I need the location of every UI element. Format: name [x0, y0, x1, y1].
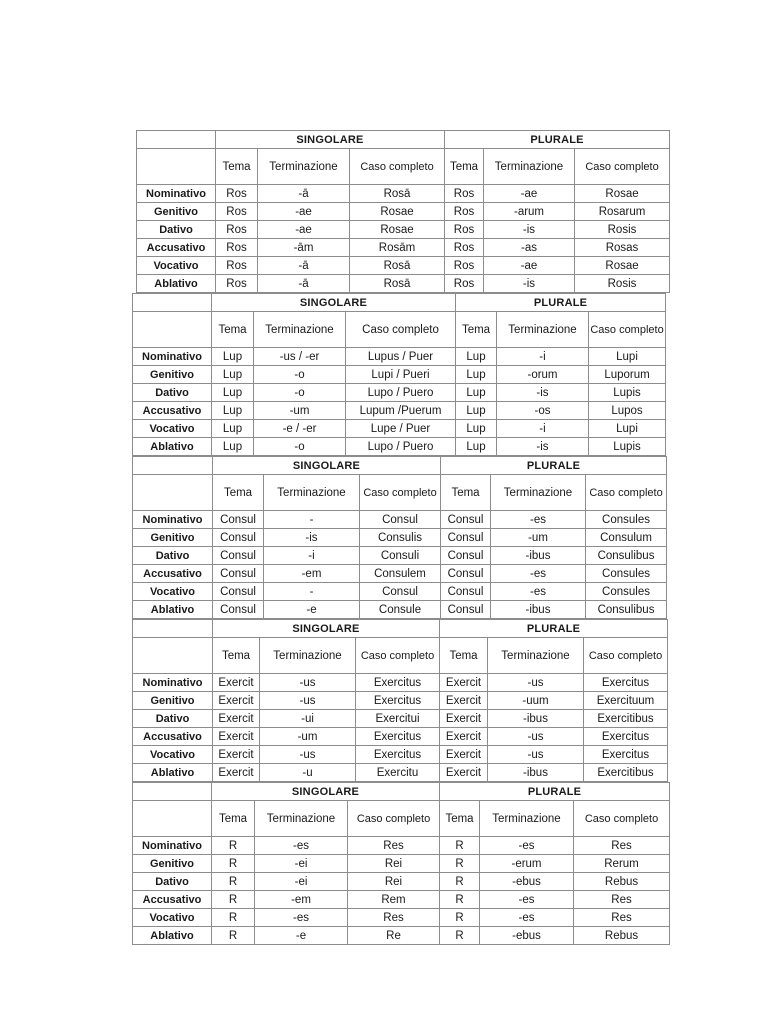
cell: Rosis	[575, 221, 670, 239]
cell: R	[440, 873, 480, 891]
cell: Exercit	[213, 710, 260, 728]
case-label: Nominativo	[133, 348, 212, 366]
cell: -ae	[484, 185, 575, 203]
cell: -us / -er	[254, 348, 346, 366]
cell: Lup	[456, 420, 497, 438]
cell: Ros	[216, 203, 258, 221]
cell: -es	[480, 909, 574, 927]
table-row	[133, 438, 666, 456]
cell: Consul	[441, 565, 491, 583]
table-row	[137, 275, 670, 293]
cell: -ae	[258, 203, 350, 221]
cell: -e / -er	[254, 420, 346, 438]
cell: -us	[260, 674, 356, 692]
cell: Consul	[213, 601, 264, 619]
table-row	[133, 855, 670, 873]
cell: Exercitus	[584, 746, 668, 764]
cell: -ā	[258, 185, 350, 203]
col-header-caso-completo: Caso completo	[575, 149, 670, 185]
table-row	[133, 565, 667, 583]
case-label: Nominativo	[133, 511, 213, 529]
col-header-terminazione: Terminazione	[260, 638, 356, 674]
case-label: Vocativo	[133, 583, 213, 601]
cell: -us	[488, 728, 584, 746]
col-header-tema: Tema	[441, 475, 491, 511]
col-header-tema: Tema	[213, 638, 260, 674]
corner-cell	[133, 620, 213, 638]
declension-table-consul	[132, 456, 667, 619]
cell: Consul	[360, 583, 441, 601]
table-row	[137, 239, 670, 257]
cell: Res	[574, 837, 670, 855]
cell: Exercitus	[356, 674, 440, 692]
cell: -	[264, 583, 360, 601]
cell: Consul	[213, 511, 264, 529]
col-header-caso-completo: Caso completo	[574, 801, 670, 837]
case-label: Vocativo	[133, 420, 212, 438]
cell: Exercit	[440, 692, 488, 710]
cell: Lupi / Pueri	[346, 366, 456, 384]
cell: Consul	[441, 529, 491, 547]
cell: Exercit	[440, 746, 488, 764]
cell: Consules	[586, 565, 667, 583]
cell: Rerum	[574, 855, 670, 873]
case-label: Dativo	[133, 384, 212, 402]
cell: Consul	[441, 583, 491, 601]
cell: -e	[255, 927, 348, 945]
cell: Rosā	[350, 275, 445, 293]
case-label: Nominativo	[137, 185, 216, 203]
table-row	[133, 873, 670, 891]
group-header-singolare: SINGOLARE	[216, 131, 445, 149]
cell: -as	[484, 239, 575, 257]
case-label: Genitivo	[133, 855, 212, 873]
cell: Rosae	[575, 257, 670, 275]
cell: -ām	[258, 239, 350, 257]
corner-cell	[137, 131, 216, 149]
cell: Luporum	[589, 366, 666, 384]
cell: -ā	[258, 275, 350, 293]
cell: Ros	[216, 185, 258, 203]
cell: -ā	[258, 257, 350, 275]
case-label: Accusativo	[133, 891, 212, 909]
table-row	[133, 601, 667, 619]
case-label: Vocativo	[137, 257, 216, 275]
table-row	[133, 366, 666, 384]
case-label: Vocativo	[133, 746, 213, 764]
col-header-terminazione: Terminazione	[484, 149, 575, 185]
cell: Rosām	[350, 239, 445, 257]
col-header-caso-completo: Caso completo	[589, 312, 666, 348]
cell: Exercitus	[356, 728, 440, 746]
cell: Ros	[216, 275, 258, 293]
case-label: Genitivo	[133, 692, 213, 710]
cell: -em	[264, 565, 360, 583]
group-header-plurale: PLURALE	[456, 294, 666, 312]
table-row	[133, 420, 666, 438]
declension-table-res	[132, 782, 670, 945]
cell: -is	[484, 275, 575, 293]
cell: -us	[260, 746, 356, 764]
case-label: Ablativo	[137, 275, 216, 293]
table-row	[133, 692, 668, 710]
table-row	[133, 746, 668, 764]
cell: Rei	[348, 855, 440, 873]
declension-table-lupus	[132, 293, 666, 456]
cell: R	[440, 855, 480, 873]
cell: R	[212, 837, 255, 855]
cell: R	[440, 927, 480, 945]
cell: Ros	[445, 257, 484, 275]
col-header-tema: Tema	[213, 475, 264, 511]
case-label: Ablativo	[133, 764, 213, 782]
cell: -is	[497, 438, 589, 456]
case-label: Accusativo	[137, 239, 216, 257]
cell: -es	[491, 565, 586, 583]
table-row	[133, 927, 670, 945]
cell: Lup	[212, 420, 254, 438]
table-row	[133, 547, 667, 565]
corner-cell	[133, 457, 213, 475]
group-header-plurale: PLURALE	[440, 620, 668, 638]
table-row	[133, 764, 668, 782]
cell: Lup	[212, 366, 254, 384]
case-label: Nominativo	[133, 837, 212, 855]
cell: R	[440, 891, 480, 909]
group-header-plurale: PLURALE	[441, 457, 667, 475]
cell: Exercitus	[356, 692, 440, 710]
cell: Lupi	[589, 420, 666, 438]
cell: -i	[497, 348, 589, 366]
cell: Lup	[456, 384, 497, 402]
corner-cell	[133, 638, 213, 674]
col-header-tema: Tema	[212, 801, 255, 837]
col-header-caso-completo: Caso completo	[584, 638, 668, 674]
cell: -erum	[480, 855, 574, 873]
table-row	[133, 511, 667, 529]
cell: Res	[348, 909, 440, 927]
cell: Rosis	[575, 275, 670, 293]
cell: -ui	[260, 710, 356, 728]
cell: Exercit	[440, 764, 488, 782]
cell: Lup	[212, 402, 254, 420]
case-label: Ablativo	[133, 601, 213, 619]
case-label: Dativo	[133, 547, 213, 565]
cell: -ibus	[491, 601, 586, 619]
cell: -us	[488, 746, 584, 764]
cell: -ibus	[491, 547, 586, 565]
col-header-tema: Tema	[445, 149, 484, 185]
cell: Lup	[456, 366, 497, 384]
cell: Lupis	[589, 438, 666, 456]
cell: Rebus	[574, 927, 670, 945]
cell: Consul	[441, 511, 491, 529]
cell: Exercitu	[356, 764, 440, 782]
cell: Rosā	[350, 185, 445, 203]
cell: Consul	[213, 583, 264, 601]
cell: -ei	[255, 855, 348, 873]
cell: -ei	[255, 873, 348, 891]
declension-table-exercitus	[132, 619, 668, 782]
col-header-terminazione: Terminazione	[258, 149, 350, 185]
cell: Consulibus	[586, 547, 667, 565]
case-label: Genitivo	[137, 203, 216, 221]
cell: -orum	[497, 366, 589, 384]
col-header-terminazione: Terminazione	[488, 638, 584, 674]
cell: Exercit	[213, 764, 260, 782]
cell: -ebus	[480, 927, 574, 945]
cell: Exercitus	[584, 728, 668, 746]
case-label: Genitivo	[133, 366, 212, 384]
cell: Rosā	[350, 257, 445, 275]
corner-cell	[133, 312, 212, 348]
cell: -is	[264, 529, 360, 547]
table-row	[133, 674, 668, 692]
cell: Exercit	[440, 710, 488, 728]
case-label: Vocativo	[133, 909, 212, 927]
group-header-singolare: SINGOLARE	[212, 783, 440, 801]
group-header-singolare: SINGOLARE	[213, 620, 440, 638]
cell: R	[212, 855, 255, 873]
group-header-plurale: PLURALE	[440, 783, 670, 801]
cell: Res	[574, 909, 670, 927]
cell: R	[440, 909, 480, 927]
cell: Exercitibus	[584, 764, 668, 782]
cell: R	[212, 909, 255, 927]
cell: -i	[497, 420, 589, 438]
corner-cell	[133, 783, 212, 801]
table-row	[137, 203, 670, 221]
col-header-terminazione: Terminazione	[480, 801, 574, 837]
cell: Lup	[456, 402, 497, 420]
cell: R	[212, 891, 255, 909]
cell: Exercit	[213, 692, 260, 710]
cell: Re	[348, 927, 440, 945]
table-row	[133, 384, 666, 402]
cell: -ae	[258, 221, 350, 239]
table-row	[137, 257, 670, 275]
cell: Ros	[445, 203, 484, 221]
corner-cell	[133, 294, 212, 312]
cell: Exercitibus	[584, 710, 668, 728]
cell: Ros	[216, 257, 258, 275]
cell: -	[264, 511, 360, 529]
col-header-caso-completo: Caso completo	[346, 312, 456, 348]
cell: Exercitus	[584, 674, 668, 692]
cell: Ros	[445, 239, 484, 257]
cell: Lup	[456, 438, 497, 456]
cell: Rosarum	[575, 203, 670, 221]
cell: Exercit	[213, 746, 260, 764]
col-header-tema: Tema	[440, 638, 488, 674]
table-row	[133, 891, 670, 909]
col-header-caso-completo: Caso completo	[356, 638, 440, 674]
cell: Lup	[212, 438, 254, 456]
case-label: Accusativo	[133, 402, 212, 420]
case-label: Accusativo	[133, 565, 213, 583]
declension-table-rosa	[136, 130, 670, 293]
case-label: Genitivo	[133, 529, 213, 547]
cell: Res	[574, 891, 670, 909]
cell: -es	[255, 837, 348, 855]
cell: Lupo / Puero	[346, 384, 456, 402]
cell: Exercituum	[584, 692, 668, 710]
cell: Ros	[445, 221, 484, 239]
table-row	[133, 728, 668, 746]
cell: Res	[348, 837, 440, 855]
case-label: Accusativo	[133, 728, 213, 746]
cell: Exercit	[213, 728, 260, 746]
cell: Lup	[212, 384, 254, 402]
cell: Lupis	[589, 384, 666, 402]
cell: Rosae	[350, 221, 445, 239]
col-header-caso-completo: Caso completo	[586, 475, 667, 511]
cell: R	[440, 837, 480, 855]
cell: -es	[480, 837, 574, 855]
cell: Ros	[216, 239, 258, 257]
cell: Lupi	[589, 348, 666, 366]
cell: -o	[254, 384, 346, 402]
cell: Consul	[441, 547, 491, 565]
cell: Lup	[456, 348, 497, 366]
cell: Ros	[445, 275, 484, 293]
cell: -e	[264, 601, 360, 619]
corner-cell	[133, 475, 213, 511]
cell: Consule	[360, 601, 441, 619]
col-header-tema: Tema	[212, 312, 254, 348]
cell: -em	[255, 891, 348, 909]
cell: -o	[254, 438, 346, 456]
cell: Lupum /Puerum	[346, 402, 456, 420]
cell: Lup	[212, 348, 254, 366]
col-header-terminazione: Terminazione	[491, 475, 586, 511]
case-label: Ablativo	[133, 438, 212, 456]
cell: Consulum	[586, 529, 667, 547]
cell: Exercit	[440, 674, 488, 692]
cell: Rebus	[574, 873, 670, 891]
cell: -os	[497, 402, 589, 420]
cell: R	[212, 873, 255, 891]
case-label: Dativo	[133, 710, 213, 728]
cell: -u	[260, 764, 356, 782]
cell: -uum	[488, 692, 584, 710]
col-header-caso-completo: Caso completo	[350, 149, 445, 185]
cell: Rosas	[575, 239, 670, 257]
cell: -es	[255, 909, 348, 927]
cell: Rem	[348, 891, 440, 909]
case-label: Dativo	[137, 221, 216, 239]
cell: -i	[264, 547, 360, 565]
cell: Rosae	[350, 203, 445, 221]
table-row	[137, 185, 670, 203]
col-header-tema: Tema	[440, 801, 480, 837]
cell: Consul	[360, 511, 441, 529]
case-label: Dativo	[133, 873, 212, 891]
cell: Exercitus	[356, 746, 440, 764]
case-label: Ablativo	[133, 927, 212, 945]
cell: Consules	[586, 511, 667, 529]
cell: -arum	[484, 203, 575, 221]
cell: Consuli	[360, 547, 441, 565]
col-header-tema: Tema	[216, 149, 258, 185]
col-header-caso-completo: Caso completo	[348, 801, 440, 837]
cell: Consul	[213, 565, 264, 583]
table-row	[137, 221, 670, 239]
table-row	[133, 710, 668, 728]
table-row	[133, 583, 667, 601]
cell: Consules	[586, 583, 667, 601]
cell: Lupo / Puero	[346, 438, 456, 456]
table-row	[133, 529, 667, 547]
col-header-tema: Tema	[456, 312, 497, 348]
cell: -um	[491, 529, 586, 547]
table-row	[133, 909, 670, 927]
col-header-terminazione: Terminazione	[497, 312, 589, 348]
cell: Exercitui	[356, 710, 440, 728]
cell: Consulis	[360, 529, 441, 547]
cell: -us	[260, 692, 356, 710]
cell: -es	[491, 583, 586, 601]
cell: -ibus	[488, 710, 584, 728]
cell: Consul	[213, 547, 264, 565]
cell: -is	[497, 384, 589, 402]
group-header-singolare: SINGOLARE	[213, 457, 441, 475]
corner-cell	[133, 801, 212, 837]
cell: Consul	[441, 601, 491, 619]
cell: Lupe / Puer	[346, 420, 456, 438]
col-header-terminazione: Terminazione	[254, 312, 346, 348]
cell: Exercit	[440, 728, 488, 746]
cell: Ros	[216, 221, 258, 239]
cell: -um	[260, 728, 356, 746]
cell: -es	[480, 891, 574, 909]
cell: Lupus / Puer	[346, 348, 456, 366]
table-row	[133, 402, 666, 420]
cell: -es	[491, 511, 586, 529]
cell: -us	[488, 674, 584, 692]
group-header-singolare: SINGOLARE	[212, 294, 456, 312]
cell: Ros	[445, 185, 484, 203]
cell: -o	[254, 366, 346, 384]
cell: Consulem	[360, 565, 441, 583]
cell: -is	[484, 221, 575, 239]
cell: Rei	[348, 873, 440, 891]
cell: Rosae	[575, 185, 670, 203]
cell: R	[212, 927, 255, 945]
table-row	[133, 348, 666, 366]
cell: -um	[254, 402, 346, 420]
cell: Lupos	[589, 402, 666, 420]
cell: Consulibus	[586, 601, 667, 619]
cell: -ae	[484, 257, 575, 275]
corner-cell	[137, 149, 216, 185]
cell: Consul	[213, 529, 264, 547]
col-header-caso-completo: Caso completo	[360, 475, 441, 511]
cell: -ebus	[480, 873, 574, 891]
case-label: Nominativo	[133, 674, 213, 692]
col-header-terminazione: Terminazione	[264, 475, 360, 511]
table-row	[133, 837, 670, 855]
cell: -ibus	[488, 764, 584, 782]
group-header-plurale: PLURALE	[445, 131, 670, 149]
col-header-terminazione: Terminazione	[255, 801, 348, 837]
cell: Exercit	[213, 674, 260, 692]
